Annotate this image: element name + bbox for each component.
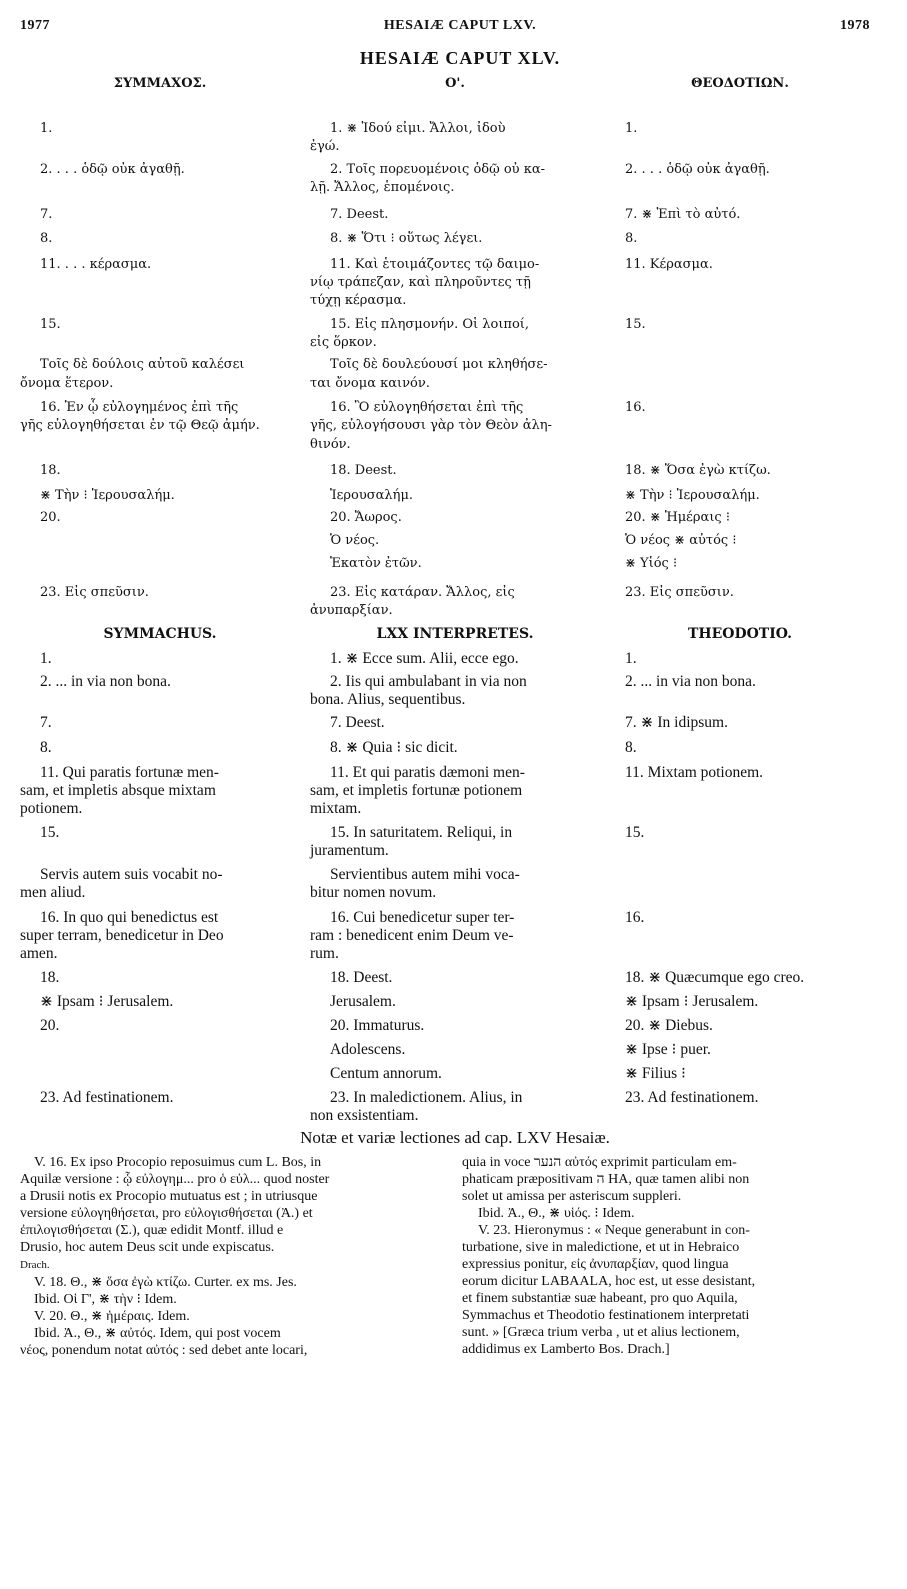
greek-head-symmachus: ΣΥΜΜΑΧΟΣ. [113,76,207,91]
text-line: 15. [625,824,645,841]
text-line: 20. Immaturus. [330,1017,425,1034]
text-line: 8. [625,231,638,246]
text-line: 11. Κέρασμα. [625,257,713,272]
text-line: 23. Εἰς κατάραν. Ἄλλος, εἰς [330,585,515,600]
text-line: 16. [625,909,645,926]
text-line: 20. Ἄωρος. [330,510,402,525]
text-line: 2. Τοῖς πορευομένοις ὁδῷ οὐ κα- [330,162,545,177]
note-line: Drach. [20,1259,50,1271]
text-line: Servis autem suis vocabit no- [40,866,223,883]
note-line: V. 20. Θ., ⋇ ἡμέραις. Idem. [34,1309,190,1324]
text-line: 23. Εἰς σπεῦσιν. [40,585,149,600]
text-line: ⋇ Τὴν ⁝ Ἱερουσαλήμ. [40,488,175,503]
greek-head-lxx: Ο'. [445,76,465,91]
note-line: a Drusii notis ex Procopio mutuatus est ; in utriusque [20,1189,318,1204]
text-line: 18. ⋇ Quæcumque ego creo. [625,969,805,986]
text-line: amen. [20,945,58,962]
text-line: super terram, benedicetur in Deo [20,927,224,944]
text-line: 15. [40,824,60,841]
text-line: ⋇ Ipsam ⁝ Jerusalem. [40,993,174,1010]
note-line: turbatione, sive in maledictione, et ut in Hebraico [462,1240,740,1255]
text-line: Ἑκατὸν ἐτῶν. [330,556,422,571]
text-line: ἀνυπαρξίαν. [310,603,393,618]
text-line: Adolescens. [330,1041,406,1058]
text-line: γῆς εὐλογηθήσεται ἐν τῷ Θεῷ ἀμήν. [20,418,260,433]
text-line: 15. [625,317,646,332]
text-line: 7. [40,207,53,222]
text-line: 16. Ἐν ᾧ εὐλογημένος ἐπὶ τῆς [40,400,239,415]
text-line: 1. [40,650,52,667]
text-line: 7. ⋇ In idipsum. [625,714,728,731]
text-line: 2. . . . ὁδῷ οὐκ ἀγαθῇ. [40,162,185,177]
text-line: 2. ... in via non bona. [625,673,756,690]
text-line: bitur nomen novum. [310,884,437,901]
text-line: Centum annorum. [330,1065,442,1082]
text-line: ⋇ Τὴν ⁝ Ἱερουσαλήμ. [625,488,760,503]
text-line: θινόν. [310,437,351,452]
note-line: sunt. » [Græca trium verba , ut et alius lectionem, [462,1325,740,1340]
text-line: Ὁ νέος ⋇ αὐτός ⁝ [625,533,737,548]
text-line: 11. Qui paratis fortunæ men- [40,764,219,781]
note-line: Ibid. Ἀ., Θ., ⋇ αὐτός. Idem, qui post vocem [34,1326,281,1341]
text-line: 2. . . . ὁδῷ οὐκ ἀγαθῇ. [625,162,770,177]
text-line: 15. [40,317,61,332]
text-line: ἐγώ. [310,139,340,154]
text-line: 20. [40,510,61,525]
text-line: 18. ⋇ Ὅσα ἐγὼ κτίζω. [625,463,771,478]
text-line: 18. Deest. [330,463,397,478]
note-line: V. 16. Ex ipso Procopio reposuimus cum L. Bos, in [34,1155,322,1170]
text-line: 23. Ad festinationem. [40,1089,174,1106]
text-line: 20. ⋇ Diebus. [625,1017,713,1034]
text-line: τύχῃ κέρασμα. [310,293,407,308]
running-title: HESAIÆ CAPUT LXV. [383,18,537,33]
latin-head-lxx: LXX INTERPRETES. [376,626,534,642]
text-line: 1. ⋇ Ecce sum. Alii, ecce ego. [330,650,519,667]
text-line: 20. ⋇ Ἡμέραις ⁝ [625,510,730,525]
text-line: Ἱερουσαλήμ. [330,488,414,503]
text-line: mixtam. [310,800,362,817]
text-line: non exsistentiam. [310,1107,419,1124]
note-line: eorum dicitur LABAALA, hoc est, ut esse desistant, [462,1274,756,1289]
text-line: potionem. [20,800,83,817]
text-line: 8. [40,739,52,756]
text-line: men aliud. [20,884,86,901]
note-line: addidimus ex Lamberto Bos. Drach.] [462,1342,670,1357]
text-line: 8. ⋇ Quia ⁝ sic dicit. [330,739,458,756]
text-line: 15. In saturitatem. Reliqui, in [330,824,513,841]
text-line: 11. Et qui paratis dæmoni men- [330,764,525,781]
text-line: Servientibus autem mihi voca- [330,866,520,883]
text-line: 16. Ὃ εὐλογηθήσεται ἐπὶ τῆς [330,400,524,415]
page-number-right: 1978 [840,18,870,33]
note-line: expressius ponitur, εἰς ἀνυπαρξίαν, quod lingua [462,1257,729,1272]
text-line: juramentum. [310,842,389,859]
text-line: ⋇ Filius ⁝ [625,1065,686,1082]
text-line: rum. [310,945,339,962]
text-line: 1. [625,650,637,667]
text-line: 23. Ad festinationem. [625,1089,759,1106]
note-line: Drusio, hoc autem Deus scit unde expiscatus. [20,1240,275,1255]
text-line: γῆς, εὐλογήσουσι γὰρ τὸν Θεὸν ἀλη- [310,418,552,433]
text-line: ὄνομα ἕτερον. [20,376,114,391]
text-line: 7. Deest. [330,714,385,731]
text-line: 7. [40,714,52,731]
note-line: ἐπιλογισθήσεται (Σ.), quæ edidit Montf. illud e [20,1223,284,1238]
note-line: versione εὐλογηθήσεται, pro εὐλογισθήσεται (Ἀ.) et [20,1206,313,1221]
text-line: 7. Deest. [330,207,389,222]
text-line: Τοῖς δὲ δουλεύουσί μοι κληθήσε- [330,357,548,372]
text-line: 16. [625,400,646,415]
note-line: Ibid. Ἀ., Θ., ⋇ υἱός. ⁝ Idem. [478,1206,635,1221]
text-line: εἰς ὅρκον. [310,335,377,350]
text-line: 23. In maledictionem. Alius, in [330,1089,523,1106]
page-title: HESAIÆ CAPUT XLV. [359,48,561,68]
text-line: 7. ⋇ Ἐπὶ τὸ αὐτό. [625,207,741,222]
text-line: 20. [40,1017,60,1034]
text-line: sam, et impletis fortunæ potionem [310,782,523,799]
text-line: 8. ⋇ Ὅτι ⁝ οὕτως λέγει. [330,231,483,246]
text-line: 1. [40,121,53,136]
text-line: 11. . . . κέρασμα. [40,257,152,272]
note-line: phaticam præpositivam ה HA, quæ tamen alibi non [462,1172,750,1187]
note-line: quia in voce הנער αὐτός exprimit particulam em- [462,1155,737,1170]
text-line: 18. Deest. [330,969,393,986]
text-line: 1. [625,121,638,136]
text-line: 2. ... in via non bona. [40,673,171,690]
latin-head-theodotion: THEODOTIO. [687,626,793,642]
note-line: Ibid. Οἱ Γ', ⋇ τὴν ⁝ Idem. [34,1292,177,1307]
text-line: Ὁ νέος. [330,533,380,548]
text-line: 8. [40,231,53,246]
latin-head-symmachus: SYMMACHUS. [103,626,217,642]
text-line: ⋇ Ipsam ⁝ Jerusalem. [625,993,759,1010]
note-line: V. 23. Hieronymus : « Neque generabunt in con- [478,1223,750,1238]
note-line: Symmachus et Theodotio festinationem interpretati [462,1308,750,1323]
text-line: 11. Mixtam potionem. [625,764,764,781]
greek-head-theodotion: ΘΕΟΔΟΤΙΩΝ. [691,76,789,91]
text-line: 23. Εἰς σπεῦσιν. [625,585,734,600]
text-line: 18. [40,463,61,478]
text-line: bona. Alius, sequentibus. [310,691,466,708]
text-line: ⋇ Ipse ⁝ puer. [625,1041,711,1058]
note-line: V. 18. Θ., ⋇ ὅσα ἐγὼ κτίζω. Curter. ex ms. Jes. [34,1275,297,1290]
text-line: 2. Iis qui ambulabant in via non [330,673,527,690]
text-line: 1. ⋇ Ἰδού εἰμι. Ἄλλοι, ἰδοὺ [330,121,506,136]
page-number-left: 1977 [20,18,50,33]
text-line: Τοῖς δὲ δούλοις αὐτοῦ καλέσει [40,357,245,372]
text-line: 16. In quo qui benedictus est [40,909,219,926]
note-line: Aquilæ versione : ᾧ εὐλογημ... pro ὁ εὐλ... quod noster [20,1172,330,1187]
text-line: Jerusalem. [330,993,396,1010]
text-line: ⋇ Υἱός ⁝ [625,556,678,571]
note-line: et finem substantiæ suæ habeant, pro quo Aquila, [462,1291,738,1306]
text-line: 8. [625,739,637,756]
text-line: 16. Cui benedicetur super ter- [330,909,515,926]
text-line: ται ὄνομα καινόν. [310,376,430,391]
text-line: 11. Καὶ ἑτοιμάζοντες τῷ δαιμο- [330,257,540,272]
text-line: νίῳ τράπεζαν, καὶ πληροῦντες τῇ [310,275,531,290]
text-line: 18. [40,969,60,986]
text-line: ram : benedicent enim Deum ve- [310,927,514,944]
text-line: sam, et impletis absque mixtam [20,782,216,799]
text-line: 15. Εἰς πλησμονήν. Οἱ λοιποί, [330,317,530,332]
note-line: νέος, ponendum notat αὐτός : sed debet ante locari, [20,1343,308,1358]
notes-title: Notæ et variæ lectiones ad cap. LXV Hesaiæ. [300,1128,610,1147]
note-line: solet ut amissa per asteriscum suppleri. [462,1189,682,1204]
text-line: λῇ. Ἄλλος, ἑπομένοις. [310,180,455,195]
